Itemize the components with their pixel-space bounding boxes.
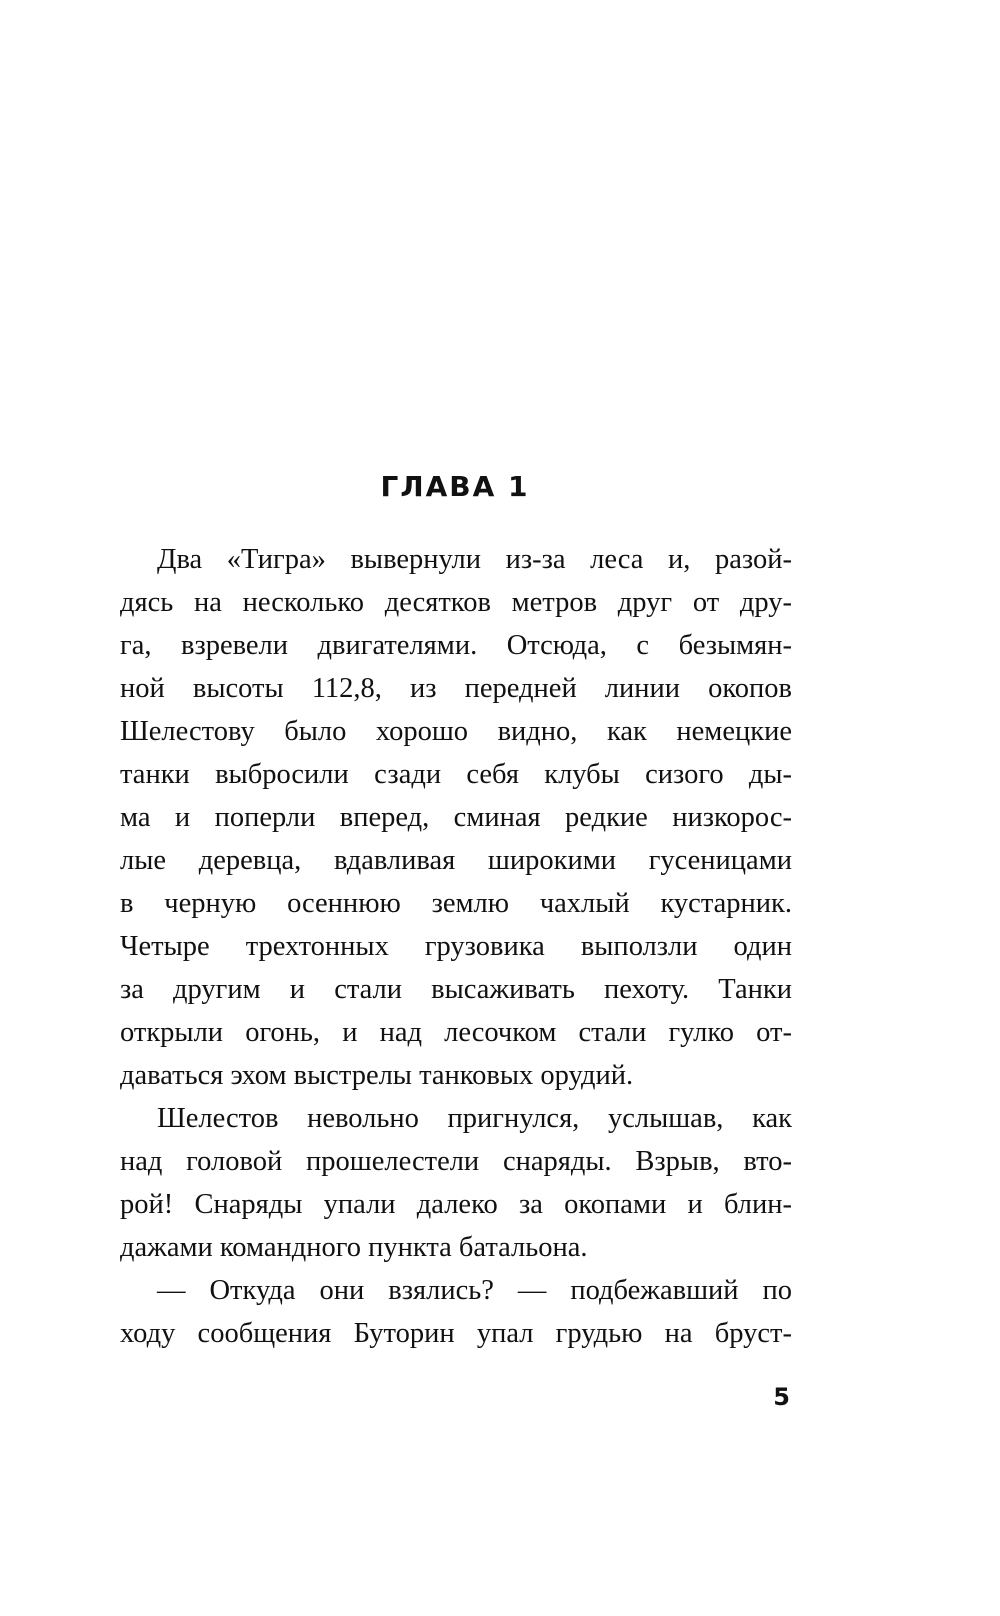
body-text <box>120 538 792 1355</box>
text-line: Шелестов невольно пригнулся, услышав, как <box>157 1103 792 1134</box>
text-line: дясь на несколько десятков метров друг от дру- <box>120 587 792 618</box>
text-line: га, взревели двигателями. Отсюда, с безымян- <box>120 630 792 661</box>
text-line: открыли огонь, и над лесочком стали гулко от- <box>120 1017 792 1048</box>
text-line: Два «Тигра» вывернули из-за леса и, разой- <box>157 544 792 575</box>
text-line: ма и поперли вперед, сминая редкие низкорос- <box>120 802 792 833</box>
text-line: танки выбросили сзади себя клубы сизого ды- <box>120 759 792 790</box>
text-line: Четыре трехтонных грузовика выползли один <box>120 931 792 962</box>
text-line: дажами командного пункта батальона. <box>120 1232 588 1263</box>
text-line: Шелестову было хорошо видно, как немецкие <box>120 716 792 747</box>
text-line: рой! Снаряды упали далеко за окопами и блин- <box>120 1189 792 1220</box>
page-number: 5 <box>773 1383 790 1411</box>
text-line: в черную осеннюю землю чахлый кустарник. <box>120 888 792 919</box>
text-line: даваться эхом выстрелы танковых орудий. <box>120 1060 634 1091</box>
text-line: ной высоты 112,8, из передней линии окопов <box>120 673 792 704</box>
text-line: — Откуда они взялись? — подбежавший по <box>157 1275 792 1306</box>
text-line: над головой прошелестели снаряды. Взрыв, вто- <box>120 1146 792 1177</box>
text-line: за другим и стали высаживать пехоту. Танки <box>120 974 792 1005</box>
text-line: лые деревца, вдавливая широкими гусеницами <box>120 845 792 876</box>
text-line: ходу сообщения Буторин упал грудью на бруст- <box>120 1318 792 1349</box>
chapter-title: ГЛАВА 1 <box>380 470 530 503</box>
